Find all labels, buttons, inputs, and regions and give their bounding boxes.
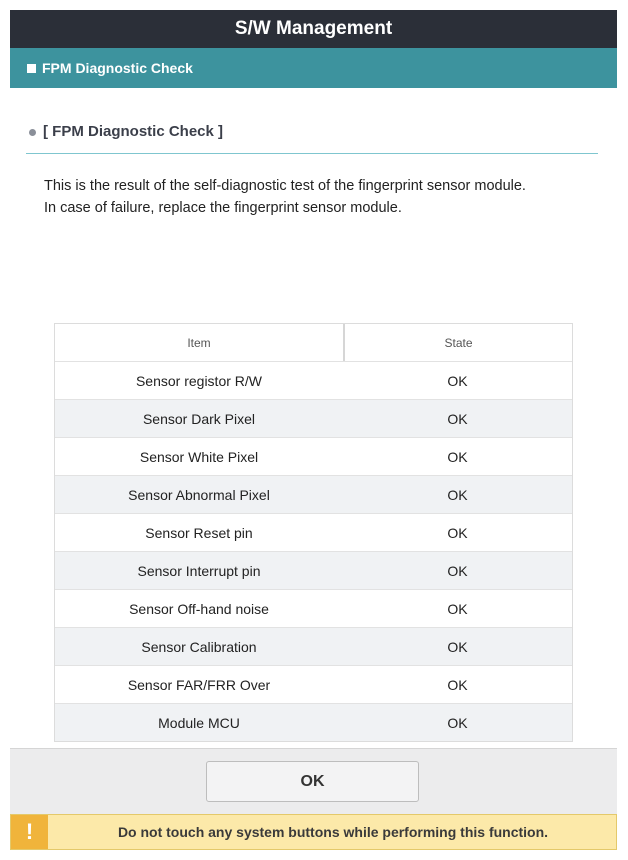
results-table [54, 323, 573, 742]
table-row [55, 513, 572, 551]
row-item: Module MCU [158, 714, 240, 731]
row-state: OK [447, 486, 468, 503]
section-header-text: FPM Diagnostic Check [42, 60, 193, 76]
section-header-bar [10, 48, 617, 88]
row-item: Sensor Calibration [141, 638, 257, 655]
description-line-1: This is the result of the self-diagnostic test of the fingerprint sensor module. [44, 178, 526, 194]
column-header-state: State [444, 335, 473, 350]
row-state: OK [447, 714, 468, 731]
table-row [55, 627, 572, 665]
window-title-text: S/W Management [234, 18, 393, 39]
content-heading [26, 123, 598, 154]
row-item: Sensor White Pixel [139, 448, 259, 465]
row-item: Sensor Interrupt pin [137, 562, 261, 579]
description-line-2: In case of failure, replace the fingerprint sensor module. [44, 200, 402, 216]
table-row [55, 399, 572, 437]
row-item: Sensor Reset pin [145, 524, 253, 541]
row-state: OK [447, 524, 468, 541]
row-item: Sensor registor R/W [135, 372, 263, 389]
table-row [55, 589, 572, 627]
row-item: Sensor FAR/FRR Over [127, 676, 271, 693]
table-row [55, 475, 572, 513]
row-item: Sensor Abnormal Pixel [128, 486, 270, 503]
row-state: OK [447, 448, 468, 465]
row-item: Sensor Off-hand noise [129, 600, 269, 617]
table-row [55, 703, 572, 741]
table-row [55, 361, 572, 399]
warning-text: Do not touch any system buttons while performing this function. [117, 824, 549, 840]
warning-icon: ! [11, 815, 48, 849]
ok-button[interactable]: OK [206, 761, 419, 802]
table-row [55, 437, 572, 475]
row-item: Sensor Dark Pixel [142, 410, 256, 427]
window-title [10, 10, 617, 48]
dialog-window [10, 10, 617, 852]
square-bullet-icon [27, 64, 36, 73]
description [44, 175, 604, 219]
warning-banner [10, 814, 617, 850]
row-state: OK [447, 676, 468, 693]
dot-bullet-icon [29, 129, 36, 136]
row-state: OK [447, 638, 468, 655]
button-bar [10, 748, 617, 815]
table-row [55, 551, 572, 589]
table-header [55, 324, 572, 361]
row-state: OK [447, 372, 468, 389]
table-row [55, 665, 572, 703]
content-heading-text: [ FPM Diagnostic Check ] [43, 123, 224, 140]
row-state: OK [447, 562, 468, 579]
row-state: OK [447, 600, 468, 617]
column-header-item: Item [55, 324, 345, 361]
row-state: OK [447, 410, 468, 427]
